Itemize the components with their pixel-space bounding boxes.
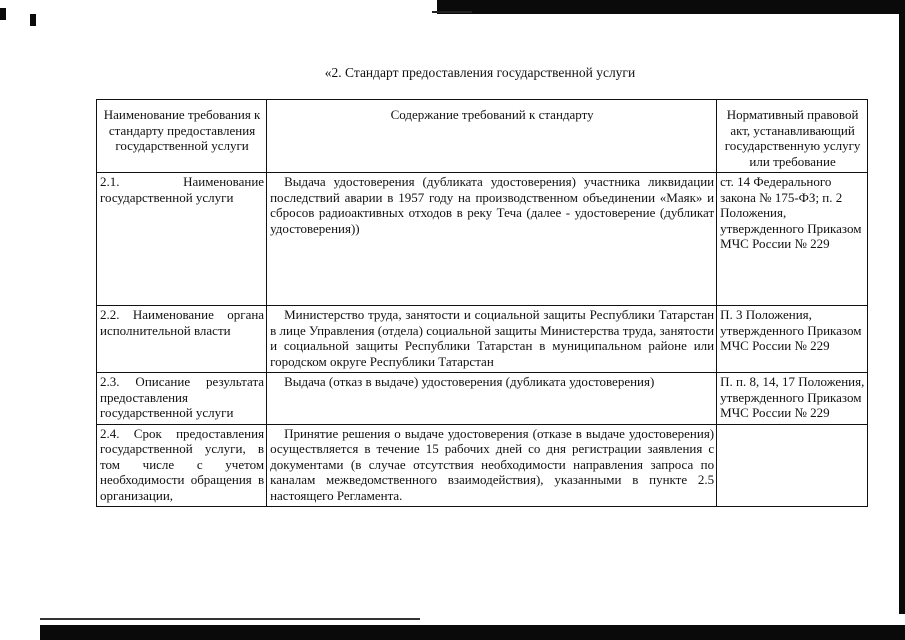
scan-artifact-mark [0, 8, 6, 20]
scan-artifact-mark [30, 14, 36, 26]
header-requirement-content: Содержание требований к стандарту [267, 100, 717, 173]
row-legal-act: П. п. 8, 14, 17 Положения, утвержденного Приказом МЧС России № 229 [717, 373, 868, 425]
table-row [97, 373, 868, 425]
header-legal-act: Нормативный правовой акт, устанавливающий государственную услугу или требование [717, 100, 868, 173]
row-requirement-name: 2.3. Описание результата предоставления государственной услуги [97, 373, 267, 425]
table-row [97, 306, 868, 373]
scan-edge-right [899, 14, 905, 614]
header-requirement-name: Наименование требования к стандарту предоставления государственной услуги [97, 100, 267, 173]
row-requirement-name: 2.2. Наименование органа исполнительной власти [97, 306, 267, 373]
scan-edge-bottom [40, 625, 905, 640]
row-requirement-content: Принятие решения о выдаче удостоверения (отказе в выдаче удостоверения) осуществляется в течение 15 рабочих дней со дня регистрации заявления с документами (в случае отсутствия необходимости направления запроса по каналам межведомственного взаимодействия), указанными в пункте 2.5 настоящего Регламента. [267, 424, 717, 507]
row-legal-act: П. 3 Положения, утвержденного Приказом МЧС России № 229 [717, 306, 868, 373]
table-header-row [97, 100, 868, 173]
table-row [97, 424, 868, 507]
row-legal-act: ст. 14 Федерального закона № 175-ФЗ; п. 2 Положения, утвержденного Приказом МЧС России № 229 [717, 173, 868, 306]
standard-table [96, 99, 868, 507]
row-requirement-name: 2.4. Срок предоставления государственной услуги, в том числе с учетом необходимости обращения в организации, [97, 424, 267, 507]
row-requirement-content: Выдача удостоверения (дубликата удостоверения) участника ликвидации последствий аварии в 1957 году на производственном объединении «Маяк» и сбросов радиоактивных отходов в реку Теча (далее - удостоверение (дубликат удостоверения)) [267, 173, 717, 306]
scan-edge-top [437, 0, 905, 14]
row-requirement-content: Выдача (отказ в выдаче) удостоверения (дубликата удостоверения) [267, 373, 717, 425]
row-legal-act [717, 424, 868, 507]
scan-artifact-line [432, 11, 472, 13]
row-requirement-content: Министерство труда, занятости и социальной защиты Республики Татарстан в лице Управления (отдела) социальной защиты Министерства труда, занятости и социальной защиты Республики Татарстан в муниципальном районе или городском округе Республики Татарстан [267, 306, 717, 373]
scan-artifact-line [40, 618, 420, 620]
row-requirement-name: 2.1. Наименование государственной услуги [97, 173, 267, 306]
table-row [97, 173, 868, 306]
document-title: «2. Стандарт предоставления государственной услуги [324, 65, 636, 80]
